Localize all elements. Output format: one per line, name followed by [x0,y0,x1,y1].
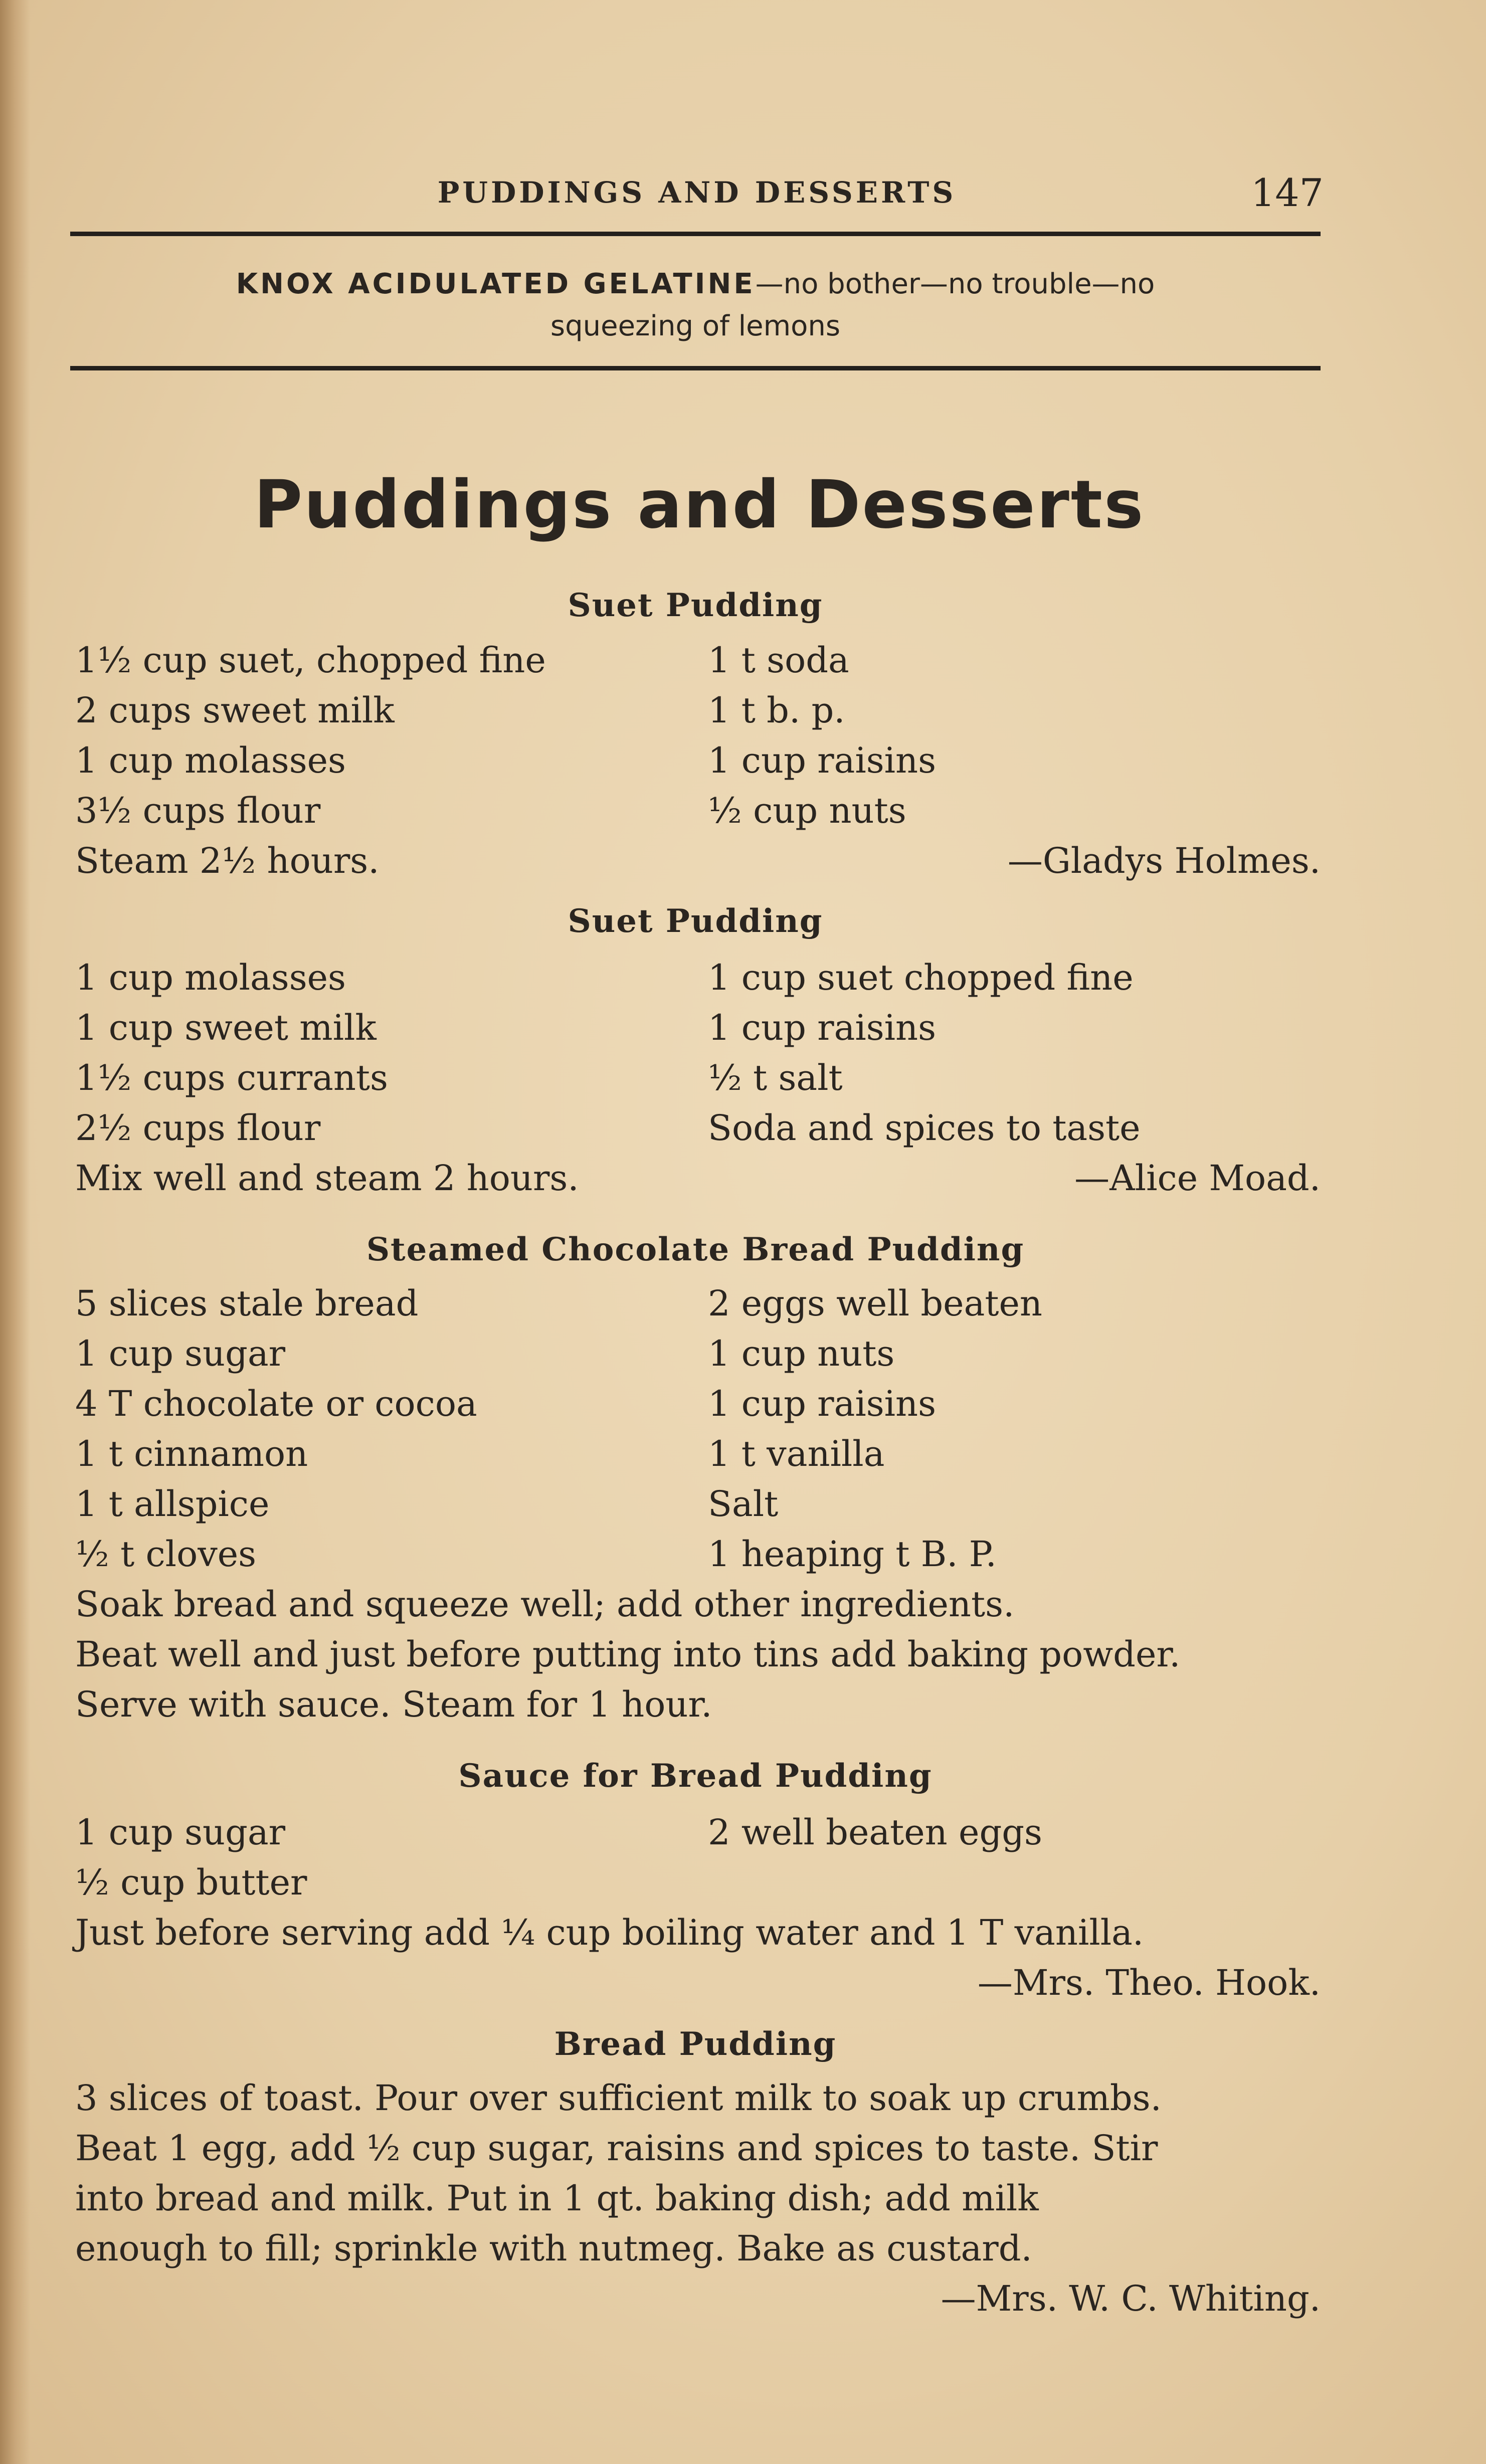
ingredient: 1 cup molasses [75,957,346,998]
ingredient: 5 slices stale bread [75,1283,419,1324]
recipe-attribution: —Gladys Holmes. [1007,840,1321,881]
page-spine-shadow [0,0,30,2464]
ingredient: 1 cup raisins [708,1007,937,1048]
recipe-instruction: Just before serving add ¼ cup boiling water and 1 T vanilla. [75,1912,1144,1953]
ingredient: 1 t vanilla [708,1433,885,1474]
recipe-instruction: Soak bread and squeeze well; add other ingredients. [75,1584,1015,1625]
ingredient: 1 cup raisins [708,740,937,781]
advert-banner [70,263,1321,347]
header-rule-top [70,232,1321,236]
recipe-attribution: —Mrs. W. C. Whiting. [941,2278,1321,2319]
advert-line-1 [70,263,1321,305]
recipe-title: Bread Pudding [554,2025,837,2063]
ingredient: 1 t cinnamon [75,1433,308,1474]
recipe-instruction: Steam 2½ hours. [75,840,380,881]
ingredient: 1 t b. p. [708,690,845,731]
recipe-instruction: enough to fill; sprinkle with nutmeg. Bake as custard. [75,2228,1032,2269]
ingredient: ½ t cloves [75,1534,257,1575]
running-head [70,170,1324,221]
recipe-instruction: Mix well and steam 2 hours. [75,1158,579,1199]
ingredient: 2 well beaten eggs [708,1812,1042,1853]
ingredient: 2 cups sweet milk [75,690,395,731]
ingredient: 1½ cup suet, chopped fine [75,640,546,681]
ingredient: 1 heaping t B. P. [708,1534,997,1575]
recipe-attribution: —Mrs. Theo. Hook. [977,1962,1321,2003]
ingredient: 1 cup molasses [75,740,346,781]
recipe-title: Steamed Chocolate Bread Pudding [366,1231,1025,1268]
ingredient: Salt [708,1483,779,1525]
advert-tail: —no bother—no trouble—no [755,268,1155,300]
header-rule-bottom [70,366,1321,370]
recipe-instruction: Serve with sauce. Steam for 1 hour. [75,1684,712,1725]
recipe-instruction: 3 slices of toast. Pour over sufficient milk to soak up crumbs. [75,2077,1162,2119]
ingredient: 2½ cups flour [75,1107,321,1149]
ingredient: Soda and spices to taste [708,1107,1141,1149]
ingredient: 1 cup sugar [75,1812,286,1853]
ingredient: 1½ cups currants [75,1057,388,1098]
ingredient: ½ cup nuts [708,790,906,831]
ingredient: 1 t soda [708,640,849,681]
recipe-instruction: Beat 1 egg, add ½ cup sugar, raisins and spices to taste. Stir [75,2128,1158,2169]
recipe-title: Sauce for Bread Pudding [458,1757,933,1795]
ingredient: 1 t allspice [75,1483,270,1525]
ingredient: 2 eggs well beaten [708,1283,1042,1324]
recipe-title: Suet Pudding [568,902,823,940]
ingredient: 1 cup sweet milk [75,1007,377,1048]
section-title: Puddings and Desserts [254,466,1145,543]
ingredient: 4 T chocolate or cocoa [75,1383,477,1424]
recipe-title: Suet Pudding [568,587,823,624]
recipe-instruction: into bread and milk. Put in 1 qt. baking dish; add milk [75,2178,1039,2219]
page-number: 147 [1250,170,1324,215]
ingredient: 1 cup suet chopped fine [708,957,1134,998]
recipe-instruction: Beat well and just before putting into tins add baking powder. [75,1634,1181,1675]
running-title: PUDDINGS AND DESSERTS [437,175,957,210]
ingredient: 1 cup raisins [708,1383,937,1424]
ingredient: 1 cup sugar [75,1333,286,1374]
advert-line-2: squeezing of lemons [550,310,841,342]
ingredient: ½ t salt [708,1057,843,1098]
ingredient: 1 cup nuts [708,1333,895,1374]
ingredient: 3½ cups flour [75,790,321,831]
recipe-attribution: —Alice Moad. [1074,1158,1321,1199]
advert-brand: KNOX ACIDULATED GELATINE [236,268,756,300]
ingredient: ½ cup butter [75,1862,307,1903]
